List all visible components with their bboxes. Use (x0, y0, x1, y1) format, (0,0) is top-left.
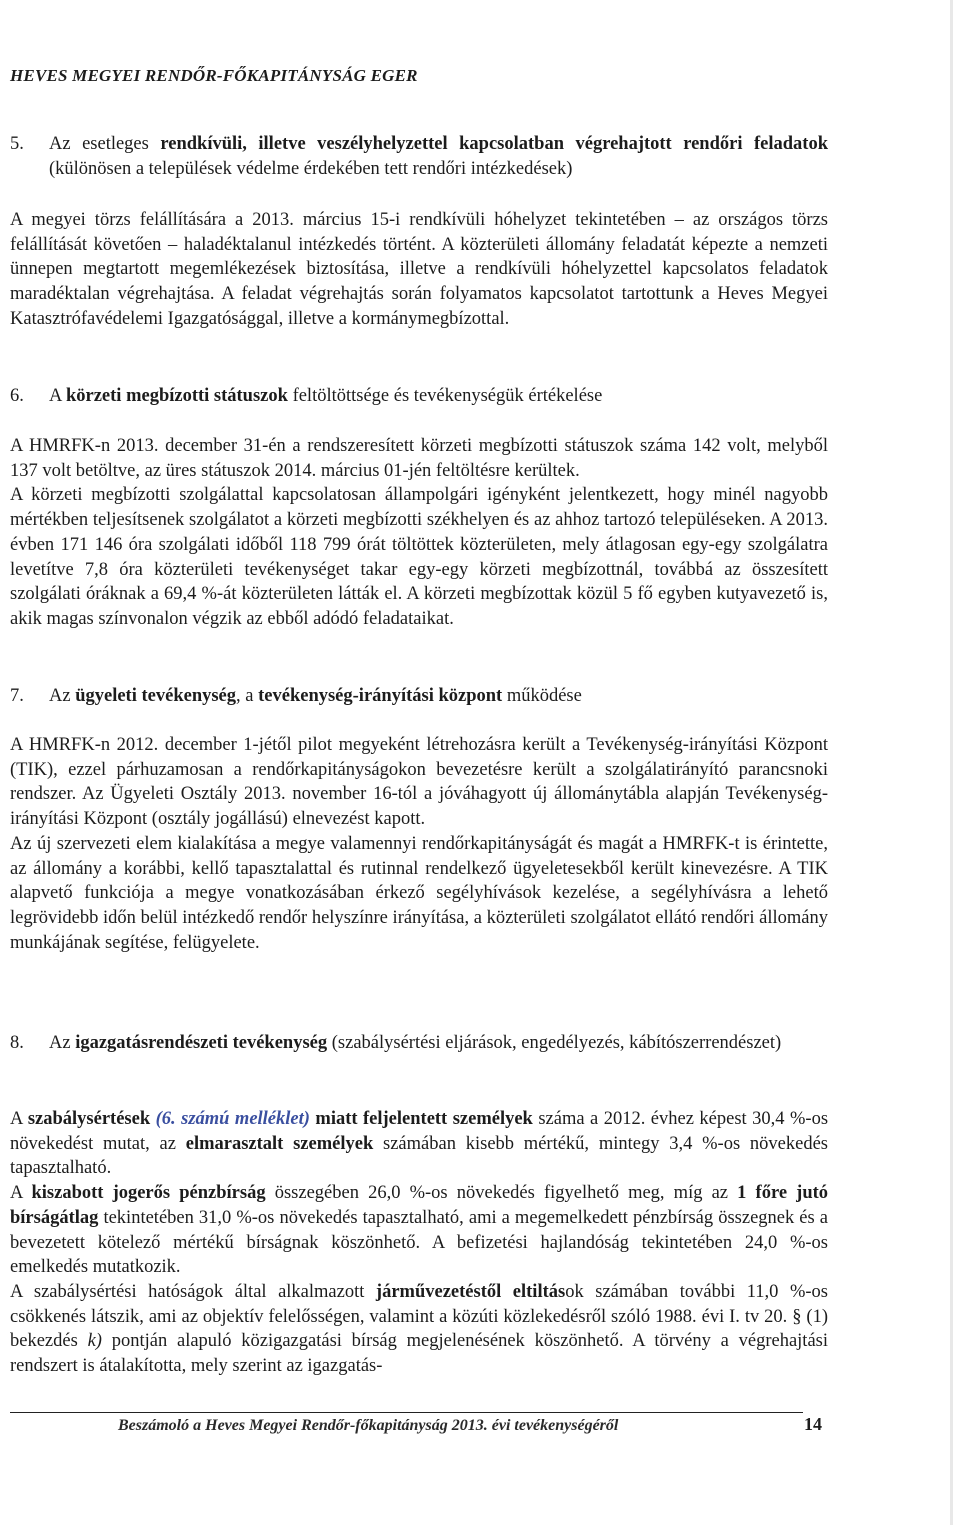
paragraph: A HMRFK-n 2012. december 1-jétől pilot megyeként létrehozásra került a Tevékenység-irányítási Központ (TIK), ezzel párhuzamosan a rendőrkapitányságokon bevezetésre került a szolgálatirányító parancsnoki rendszer. Az Ügyeleti Osztály 2013. november 16-tól a jóváhagyott új állománytábla alapján Tevékenység-irányítási Központ (osztály jogállású) elnevezést kapott. (10, 735, 828, 830)
section-number: 7. (10, 686, 24, 706)
section-6-title: 6. A körzeti megbízotti státuszok feltöltöttsége és tevékenységük értékelése (10, 384, 828, 409)
section-7-title: 7. Az ügyeleti tevékenység, a tevékenység-irányítási központ működése (10, 684, 828, 709)
footer-title: Beszámoló a Heves Megyei Rendőr-főkapitányság 2013. évi tevékenységéről (118, 1417, 619, 1434)
page-edge (950, 0, 953, 1525)
annex-reference: (6. számú melléklet) (155, 1109, 310, 1129)
paragraph: A szabálysértések (6. számú melléklet) miatt feljelentett személyek száma a 2012. évhez képest 30,4 %-os növekedést mutat, az elmarasztalt személyek számában kisebb mértékű, mintegy 3,4 %-os növekedés tapasztalható. (10, 1109, 829, 1179)
paragraph: A szabálysértési hatóságok által alkalmazott járművezetéstől eltiltások számában további 11,0 %-os csökkenés látszik, ami az objektív felelősségen, valamint a közúti közlekedésről szóló 1988. évi I. tv 20. § (1) bekezdés k) pontján alapuló közigazgatási bírság megjelenésének köszönhető. A törvény a végrehajtási rendszert is átalakította, mely szerint az igazgatás- (10, 1281, 828, 1377)
section-8-body (10, 1107, 828, 1379)
paragraph: Az új szervezeti elem kialakítása a megye valamennyi rendőrkapitányságát és magát a HMRFK-t is érintette, az állomány a korábbi, kellő tapasztalattal és rutinnal rendelkező ügyeletesekből került kinevezésre. A TIK alapvető funkciója a megye vonatkozásában érkező segélyhívások kezelése, a segélyhívásra a lehető legrövidebb időn belül intézkedő rendőr helyszínre irányítása, a közterületi szolgálatot ellátó rendőri állomány munkájának segítése, felügyelete. (10, 833, 828, 953)
page-number: 14 (804, 1414, 822, 1434)
section-number: 5. (10, 134, 24, 154)
paragraph: A kiszabott jogerős pénzbírság összegében 26,0 %-os növekedés figyelhető meg, míg az 1 főre jutó bírságátlag tekintetében 31,0 %-os növekedés tapasztalható, ami a megemelkedett pénzbírság összegnek és a bevezetett kötelező mértékű bírságnak köszönhető. A befizetési hajlandóság tekintetében 24,0 %-os emelkedés mutatkozik. (10, 1183, 829, 1278)
section-5-title: 5. Az esetleges rendkívüli, illetve veszélyhelyzettel kapcsolatban végrehajtott rendőri feladatok (különösen a települések védelme érdekében tett rendőri intézkedések) (10, 134, 828, 179)
page-header: HEVES MEGYEI RENDŐR-FŐKAPITÁNYSÁG EGER (10, 66, 418, 85)
section-7-body (10, 733, 828, 955)
section-6-emphasis: körzeti megbízotti státuszok (65, 386, 288, 406)
paragraph: A megyei törzs felállítására a 2013. március 15-i rendkívüli hóhelyzet tekintetében – az országos törzs felállítását követően – haladéktalanul intézkedés történt. A közterületi állomány feladatát képezte a nemzeti ünnepen megtartott megemlékezések biztosítása, illetve a rendkívüli hóhelyzettel kapcsolatos feladatok maradéktalan végrehajtása. A feladat végrehajtás során folyamatos kapcsolatot tartottunk a Heves Megyei Katasztrófavédelemi Igazgatósággal, illetve a kormánymegbízottal. (10, 210, 828, 329)
section-number: 8. (10, 1033, 24, 1053)
section-5-body (10, 208, 828, 332)
section-number: 6. (10, 386, 24, 406)
paragraph: A HMRFK-n 2013. december 31-én a rendszeresített körzeti megbízotti státuszok száma 142 volt, melyből 137 volt betöltve, az üres státuszok 2014. március 01-jén feltöltésre kerültek. (10, 436, 828, 481)
footer-divider (10, 1412, 803, 1413)
section-5-emphasis: rendkívüli, illetve veszélyhelyzettel kapcsolatban végrehajtott rendőri feladatok (160, 134, 828, 154)
section-8-title: 8. Az igazgatásrendészeti tevékenység (szabálysértési eljárások, engedélyezés, kábítószerrendészet) (10, 1031, 828, 1056)
paragraph: A körzeti megbízotti szolgálattal kapcsolatosan állampolgári igényként jelentkezett, hogy minél nagyobb mértékben teljesítsenek szolgálatot a körzeti megbízotti székhelyen és az ahhoz tartozó településeken. A 2013. évben 171 146 óra szolgálati időből 118 799 órát töltöttek közterületen, mely átlagosan egy-egy szolgálatra levetítve 7,8 óra közterületi tevékenységet takar egy-egy körzeti megbízottnál, továbbá az összesített szolgálati óráknak a 69,4 %-át közterületen látták el. A körzeti megbízottak közül 5 fő egyben kutyavezető is, akik magas színvonalon végzik az ebből adódó feladataikat. (10, 485, 828, 629)
section-6-body (10, 434, 828, 632)
